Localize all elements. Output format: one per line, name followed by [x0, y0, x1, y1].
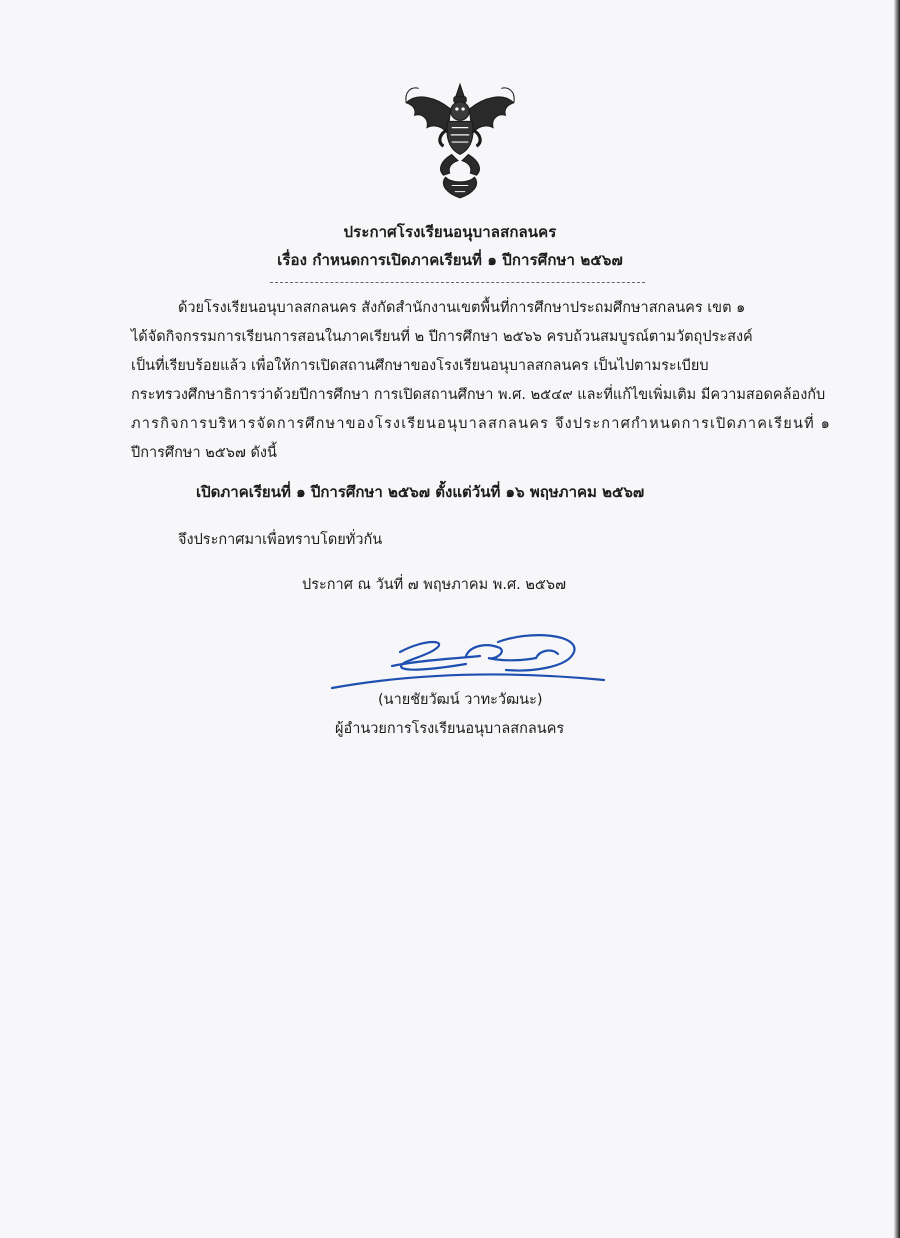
announcement-title: ประกาศโรงเรียนอนุบาลสกลนคร: [343, 223, 557, 241]
paragraph-line: ด้วยโรงเรียนอนุบาลสกลนคร สังกัดสำนักงานเขตพื้นที่การศึกษาประถมศึกษาสกลนคร เขต ๑: [178, 300, 746, 316]
announcement-subject: เรื่อง กำหนดการเปิดภาคเรียนที่ ๑ ปีการศึกษา ๒๕๖๗: [277, 251, 623, 269]
paragraph-line: กระทรวงศึกษาธิการว่าด้วยปีการศึกษา การเปิดสถานศึกษา พ.ศ. ๒๕๔๙ และที่แก้ไขเพิ่มเติม มีความสอดคล้องกับ: [131, 387, 826, 403]
signatory-name: (นายชัยวัฒน์ วาทะวัฒนะ): [378, 692, 543, 708]
garuda-emblem-icon: [398, 78, 522, 202]
closing-statement: จึงประกาศมาเพื่อทราบโดยทั่วกัน: [178, 532, 383, 548]
paragraph-line: ภารกิจการบริหารจัดการศึกษาของโรงเรียนอนุบาลสกลนคร จึงประกาศกำหนดการเปิดภาคเรียนที่ ๑: [131, 416, 832, 432]
signatory-position: ผู้อำนวยการโรงเรียนอนุบาลสกลนคร: [335, 721, 565, 737]
semester-open-date: เปิดภาคเรียนที่ ๑ ปีการศึกษา ๒๕๖๗ ตั้งแต่วันที่ ๑๖ พฤษภาคม ๒๕๖๗: [196, 483, 645, 501]
signature-icon: [330, 628, 610, 694]
divider: [270, 282, 645, 283]
announcement-date: ประกาศ ณ วันที่ ๗ พฤษภาคม พ.ศ. ๒๕๖๗: [302, 577, 567, 593]
paragraph-line: ปีการศึกษา ๒๕๖๗ ดังนี้: [131, 445, 277, 461]
paragraph-line: ได้จัดกิจกรรมการเรียนการสอนในภาคเรียนที่ ๒ ปีการศึกษา ๒๕๖๖ ครบถ้วนสมบูรณ์ตามวัตถุประสงค์: [131, 329, 753, 345]
paragraph-line: เป็นที่เรียบร้อยแล้ว เพื่อให้การเปิดสถานศึกษาของโรงเรียนอนุบาลสกลนคร เป็นไปตามระเบียบ: [131, 358, 709, 374]
scan-edge: [894, 0, 900, 1238]
